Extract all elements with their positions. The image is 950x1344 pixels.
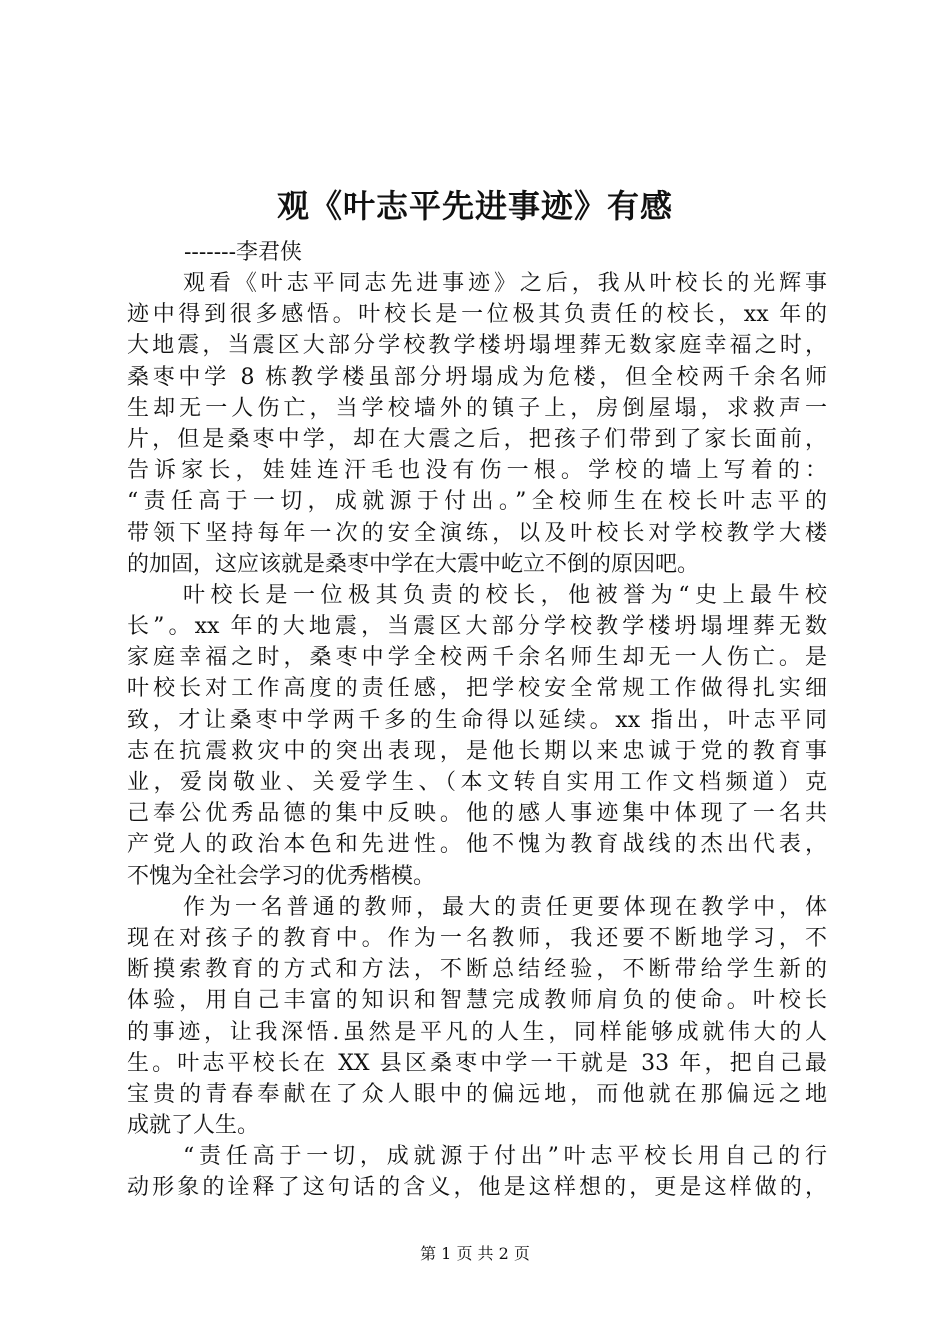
text-line: 动形象的诠释了这句话的含义，他是这样想的，更是这样做的， — [127, 1175, 827, 1201]
author-line: -------李君侠 — [184, 240, 303, 265]
text-line: 叶校长对工作高度的责任感，把学校安全常规工作做得扎实细 — [127, 676, 827, 702]
text-line: 成就了人生。 — [127, 1113, 260, 1139]
text-line: 致，才让桑枣中学两千多的生命得以延续。xx 指出，叶志平同 — [127, 707, 827, 733]
text-line: 大地震，当震区大部分学校教学楼坍塌埋葬无数家庭幸福之时， — [127, 333, 827, 359]
text-line: “责任高于一切，成就源于付出”叶志平校长用自己的行 — [183, 1144, 827, 1170]
text-line: 不愧为全社会学习的优秀楷模。 — [127, 863, 436, 889]
text-line: 告诉家长，娃娃连汗毛也没有伤一根。学校的墙上写着的： — [127, 458, 827, 484]
text-line: “责任高于一切，成就源于付出。”全校师生在校长叶志平的 — [127, 489, 827, 515]
text-line: 长”。xx 年的大地震，当震区大部分学校教学楼坍塌埋葬无数 — [127, 614, 827, 640]
text-line: 观看《叶志平同志先进事迹》之后，我从叶校长的光辉事 — [183, 271, 827, 296]
text-line: 志在抗震救灾中的突出表现，是他长期以来忠诚于党的教育事 — [127, 738, 827, 764]
body-text — [127, 268, 827, 1204]
text-line: 己奉公优秀品德的集中反映。他的感人事迹集中体现了一名共 — [127, 801, 827, 827]
text-line: 宝贵的青春奉献在了众人眼中的偏远地，而他就在那偏远之地 — [127, 1081, 827, 1107]
text-line: 生却无一人伤亡，当学校墙外的镇子上，房倒屋塌，求救声一 — [127, 395, 827, 421]
text-line: 作为一名普通的教师，最大的责任更要体现在教学中，体 — [183, 894, 827, 920]
text-line: 叶校长是一位极其负责的校长，他被誉为“史上最牛校 — [183, 582, 827, 608]
text-line: 体验，用自己丰富的知识和智慧完成教师肩负的使命。叶校长 — [127, 988, 827, 1014]
document-title: 观《叶志平先进事迹》有感 — [276, 187, 673, 225]
text-line: 业，爱岗敬业、关爱学生、（本文转自实用工作文档频道）克 — [127, 770, 827, 795]
text-line: 生。叶志平校长在 XX 县区桑枣中学一干就是 33 年，把自己最 — [127, 1050, 827, 1076]
text-line: 的加固，这应该就是桑枣中学在大震中屹立不倒的原因吧。 — [127, 551, 700, 577]
text-line: 家庭幸福之时，桑枣中学全校两千余名师生却无一人伤亡。是 — [127, 645, 827, 671]
text-line: 迹中得到很多感悟。叶校长是一位极其负责任的校长，xx 年的 — [127, 302, 827, 328]
text-line: 的事迹，让我深悟.虽然是平凡的人生，同样能够成就伟大的人 — [127, 1019, 827, 1045]
text-line: 产党人的政治本色和先进性。他不愧为教育战线的杰出代表， — [127, 832, 827, 858]
text-line: 断摸索教育的方式和方法，不断总结经验，不断带给学生新的 — [127, 957, 827, 983]
text-line: 桑枣中学 8 栋教学楼虽部分坍塌成为危楼，但全校两千余名师 — [127, 364, 827, 390]
text-line: 带领下坚持每年一次的安全演练，以及叶校长对学校教学大楼 — [127, 520, 827, 546]
text-line: 片，但是桑枣中学，却在大震之后，把孩子们带到了家长面前， — [127, 426, 827, 452]
text-line: 现在对孩子的教育中。作为一名教师，我还要不断地学习，不 — [127, 925, 827, 951]
page-footer: 第 1 页 共 2 页 — [420, 1244, 530, 1263]
